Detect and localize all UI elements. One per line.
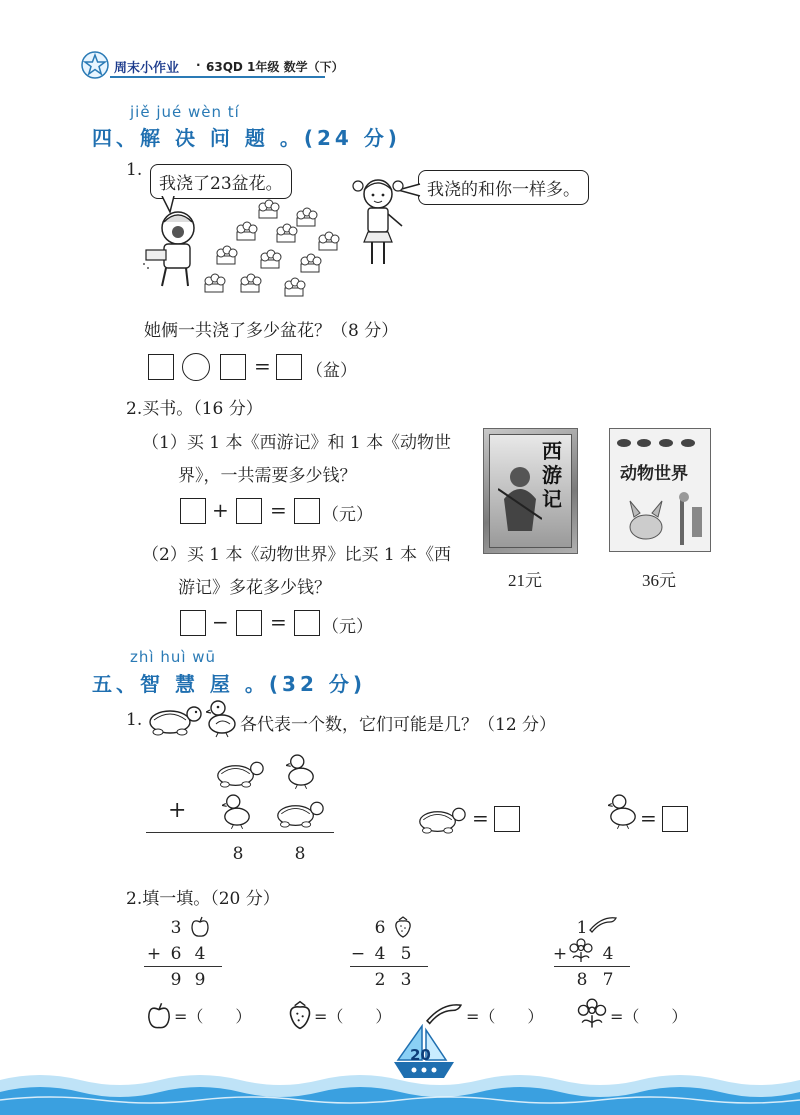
- turtle-tens-top-icon: [212, 756, 268, 788]
- s5-q2-title: 2.填一填。（20 分）: [126, 889, 280, 909]
- q2-2-box-1[interactable]: [180, 610, 206, 636]
- strawberry-answer-blank[interactable]: =（ ）: [314, 1007, 392, 1026]
- duck-answer-box[interactable]: [662, 806, 688, 832]
- q1-operator-circle[interactable]: [182, 353, 210, 381]
- p3-op: +: [552, 944, 568, 964]
- q2-1-plus: +: [212, 498, 229, 522]
- s5-q1-sum-tens: 8: [232, 844, 244, 864]
- p2-mid-ones: 5: [400, 944, 412, 964]
- banana-icon: [588, 914, 618, 934]
- strawberry-answer-icon: [288, 1000, 312, 1030]
- q2-2-minus: −: [212, 610, 229, 634]
- s5-q1-number: 1.: [126, 710, 143, 730]
- p1-res-ones: 9: [194, 970, 206, 990]
- birds-strip-icon: [614, 433, 706, 453]
- s4-q2-sub1-line1: （1）买 1 本《西游记》和 1 本《动物世: [142, 433, 452, 453]
- q2-2-unit: （元）: [322, 617, 373, 637]
- banana-answer-blank[interactable]: =（ ）: [466, 1007, 544, 1026]
- header-edition: 63QD 1年级 数学（下）: [206, 60, 344, 74]
- book-xiyouji-price: 21元: [508, 571, 542, 590]
- girl-speech-bubble: [418, 170, 589, 205]
- q1-answer-box-2[interactable]: [220, 354, 246, 380]
- flower-pots-icon: [195, 196, 365, 302]
- p2-op: −: [350, 944, 366, 964]
- q1-equals: =: [254, 354, 271, 378]
- q1-answer-box-3[interactable]: [276, 354, 302, 380]
- p3-line: [554, 966, 630, 967]
- s5-q1-question: 各代表一个数，它们可能是几？（12 分）: [240, 715, 557, 735]
- girl-icon: [350, 176, 410, 270]
- p3-mid-ones: 4: [602, 944, 614, 964]
- s5-q1-plus: +: [168, 798, 187, 823]
- p1-op: +: [146, 944, 162, 964]
- p3-res-ones: 7: [602, 970, 614, 990]
- s4-q1-question: 她俩一共浇了多少盆花？（8 分）: [144, 321, 399, 341]
- q2-1-box-1[interactable]: [180, 498, 206, 524]
- turtle-answer-icon: [414, 802, 470, 834]
- header: [80, 50, 344, 80]
- duck-equals: =: [640, 806, 657, 830]
- boy-speech-text: 我浇了23盆花。: [159, 174, 283, 194]
- section4-title: 四、解 决 问 题 。(24 分): [92, 126, 401, 150]
- header-dot: ·: [196, 58, 201, 72]
- q2-2-equals: =: [270, 610, 287, 634]
- strawberry-icon: [394, 916, 412, 938]
- book-animal-world-cover: [609, 428, 711, 552]
- s4-q2-title: 2.买书。（16 分）: [126, 399, 263, 419]
- s4-q2-sub1-line2: 界》，一共需要多少钱？: [178, 466, 357, 486]
- section5-pinyin: zhì huì wū: [130, 648, 217, 666]
- q1-unit: （盆）: [306, 361, 357, 381]
- q2-1-equals: =: [270, 498, 287, 522]
- p2-line: [350, 966, 428, 967]
- star-logo-icon: [80, 50, 110, 80]
- book-xiyouji-cover: [483, 428, 578, 554]
- q2-1-unit: （元）: [322, 505, 373, 525]
- p1-mid-ones: 4: [194, 944, 206, 964]
- girl-speech-text: 我浇的和你一样多。: [427, 180, 580, 200]
- q2-2-box-2[interactable]: [236, 610, 262, 636]
- p3-res-tens: 8: [576, 970, 588, 990]
- duck-answer-icon: [608, 792, 638, 830]
- p2-mid-tens: 4: [374, 944, 386, 964]
- p1-top-tens: 3: [170, 918, 182, 938]
- p1-mid-tens: 6: [170, 944, 182, 964]
- q2-1-box-2[interactable]: [236, 498, 262, 524]
- q2-1-box-3[interactable]: [294, 498, 320, 524]
- q2-2-box-3[interactable]: [294, 610, 320, 636]
- turtle-answer-box[interactable]: [494, 806, 520, 832]
- header-brand: 周末小作业: [114, 61, 180, 76]
- s5-q1-sum-ones: 8: [294, 844, 306, 864]
- p2-res-ones: 3: [400, 970, 412, 990]
- s4-q2-sub2-line2: 游记》多花多少钱？: [178, 578, 331, 598]
- flower-answer-blank[interactable]: =（ ）: [610, 1007, 688, 1026]
- duck-tens-bottom-icon: [222, 792, 252, 830]
- header-underline: [110, 76, 325, 78]
- s4-q2-sub2-line1: （2）买 1 本《动物世界》比买 1 本《西: [142, 545, 452, 565]
- p1-res-tens: 9: [170, 970, 182, 990]
- p1-line: [144, 966, 222, 967]
- page-number: 20: [410, 1046, 431, 1064]
- section4-pinyin: jiě jué wèn tí: [130, 103, 240, 121]
- banana-answer-icon: [424, 1000, 464, 1026]
- turtle-ones-bottom-icon: [272, 796, 328, 828]
- book-animal-world-title: 动物世界: [620, 464, 688, 484]
- duck-ones-top-icon: [286, 752, 316, 790]
- book-xiyouji-title: 西游记: [542, 439, 562, 511]
- s5-q1-sum-line: [146, 832, 334, 833]
- p2-top-tens: 6: [374, 918, 386, 938]
- fox-giraffe-icon: [616, 487, 704, 547]
- p3-top-tens: 1: [576, 918, 588, 938]
- apple-answer-blank[interactable]: =（ ）: [174, 1007, 252, 1026]
- monkey-king-icon: [498, 459, 542, 539]
- s4-q1-number: 1.: [126, 160, 143, 180]
- turtle-icon: [144, 700, 206, 736]
- flower-answer-icon: [576, 998, 608, 1030]
- turtle-equals: =: [472, 806, 489, 830]
- p2-res-tens: 2: [374, 970, 386, 990]
- book-animal-world-price: 36元: [642, 571, 676, 590]
- boy-speech-bubble: [150, 164, 292, 199]
- section5-title: 五、智 慧 屋 。(32 分): [92, 672, 366, 696]
- flower-icon: [568, 938, 594, 964]
- q1-answer-box-1[interactable]: [148, 354, 174, 380]
- apple-answer-icon: [146, 1002, 172, 1030]
- apple-icon: [190, 916, 210, 938]
- duck-icon: [206, 698, 238, 738]
